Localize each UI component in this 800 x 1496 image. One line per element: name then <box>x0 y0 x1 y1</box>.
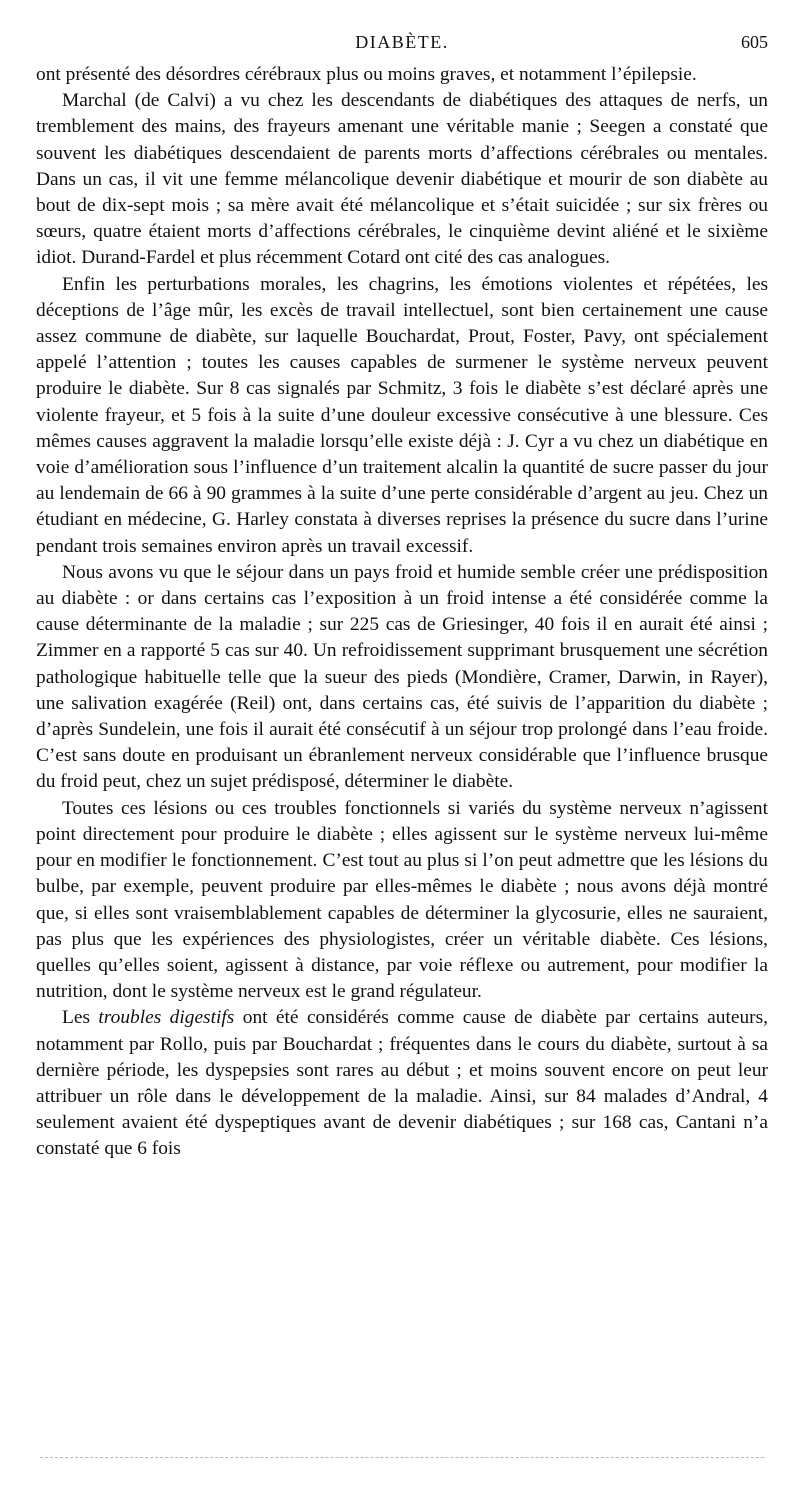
running-head <box>36 28 768 62</box>
bottom-rule-divider <box>40 1457 764 1458</box>
paragraph-3: Enfin les perturbations morales, les chagrins, les émotions violentes et répétées, les déceptions de l’âge mûr, les excès de travail intellectuel, sont bien certainement une cause assez commune de diabète, sur laquelle Bouchardat, Prout, Foster, Pavy, ont spécialement appelé l’attention ; toutes les causes capables de surmener le système nerveux peuvent produire le diabète. Sur 8 cas signalés par Schmitz, 3 fois le diabète s’est déclaré après une violente frayeur, et 5 fois à la suite d’une douleur excessive consécutive à une blessure. Ces mêmes causes aggravent la maladie lorsqu’elle existe déjà : J. Cyr a vu chez un diabétique en voie d’amélioration sous l’influence d’un traitement alcalin la quantité de sucre passer du jour au lendemain de 66 à 90 grammes à la suite d’une perte considérable d’argent au jeu. Chez un étudiant en médecine, G. Harley constata à diverses reprises la présence du sucre dans l’urine pendant trois semaines environ après un travail excessif. <box>36 273 768 557</box>
paragraph-5: Toutes ces lésions ou ces troubles fonctionnels si variés du système nerveux n’agissent point directement pour produire le diabète ; elles agissent sur le système nerveux lui-même pour en modifier le fonctionnement. C’est tout au plus si l’on peut admettre que les lésions du bulbe, par exemple, peuvent produire par elles-mêmes le diabète ; nous avons déjà montré que, si elles sont vraisemblablement capables de déterminer la glycosurie, elles ne sauraient, pas plus que les expériences des physiologistes, créer un véritable diabète. Ces lésions, quelles qu’elles soient, agissent à distance, par voie réflexe ou autrement, pour modifier la nutrition, dont le système nerveux est le grand régulateur. <box>36 797 768 1003</box>
document-page <box>36 28 768 1163</box>
paragraph-6 <box>36 1005 768 1162</box>
page-number: 605 <box>741 32 768 52</box>
paragraph-4: Nous avons vu que le séjour dans un pays froid et humide semble créer une prédisposition au diabète : or dans certains cas l’exposition à un froid intense a été considérée comme la cause déterminante de la maladie ; sur 225 cas de Griesinger, 40 fois il en aurait été ainsi ; Zimmer en a rapporté 5 cas sur 40. Un refroidissement supprimant brusquement une sécrétion pathologique habituelle telle que la sueur des pieds (Mondière, Cramer, Darwin, in Rayer), une salivation exagérée (Reil) ont, dans certains cas, été suivis de l’apparition du diabète ; d’après Sundelein, une fois il aurait été consécutif à un séjour trop prolongé dans l’eau froide. C’est sans doute en produisant un ébranlement nerveux considérable que l’influence brusque du froid peut, chez un sujet prédisposé, déterminer le diabète. <box>36 561 768 793</box>
paragraph-1: ont présenté des désordres cérébraux plus ou moins graves, et notamment l’épilepsie. <box>36 64 697 85</box>
paragraph-6-italic-term: troubles digestifs <box>98 1007 235 1029</box>
paragraph-6-lead: Les <box>62 1007 99 1029</box>
paragraph-6-text: ont été considérés comme cause de diabète par certains auteurs, notamment par Rollo, puis par Bouchardat ; fréquentes dans le cours du diabète, surtout à sa dernière période, les dyspepsies sont rares au début ; et moins souvent encore on peut leur attribuer un rôle dans le développement de la maladie. Ainsi, sur 84 malades d’Andral, 4 seulement avaient été dyspeptiques avant de devenir diabétiques ; sur 168 cas, Cantani n’a constaté que 6 fois <box>36 1007 769 1160</box>
body-text <box>36 62 768 1163</box>
paragraph-2: Marchal (de Calvi) a vu chez les descendants de diabétiques des attaques de nerfs, un tremblement des mains, des frayeurs amenant une véritable manie ; Seegen a constaté que souvent les diabétiques descendaient de parents morts d’affections cérébrales ou mentales. Dans un cas, il vit une femme mélancolique devenir diabétique et mourir de son diabète au bout de dix-sept mois ; sa mère avait été mélancolique et s’était suicidée ; sur six frères ou sœurs, quatre étaient morts d’affections cérébrales, le cinquième devint aliéné et le sixième idiot. Durand-Fardel et plus récemment Cotard ont cité des cas analogues. <box>36 90 768 269</box>
running-title: DIABÈTE. <box>355 32 449 52</box>
